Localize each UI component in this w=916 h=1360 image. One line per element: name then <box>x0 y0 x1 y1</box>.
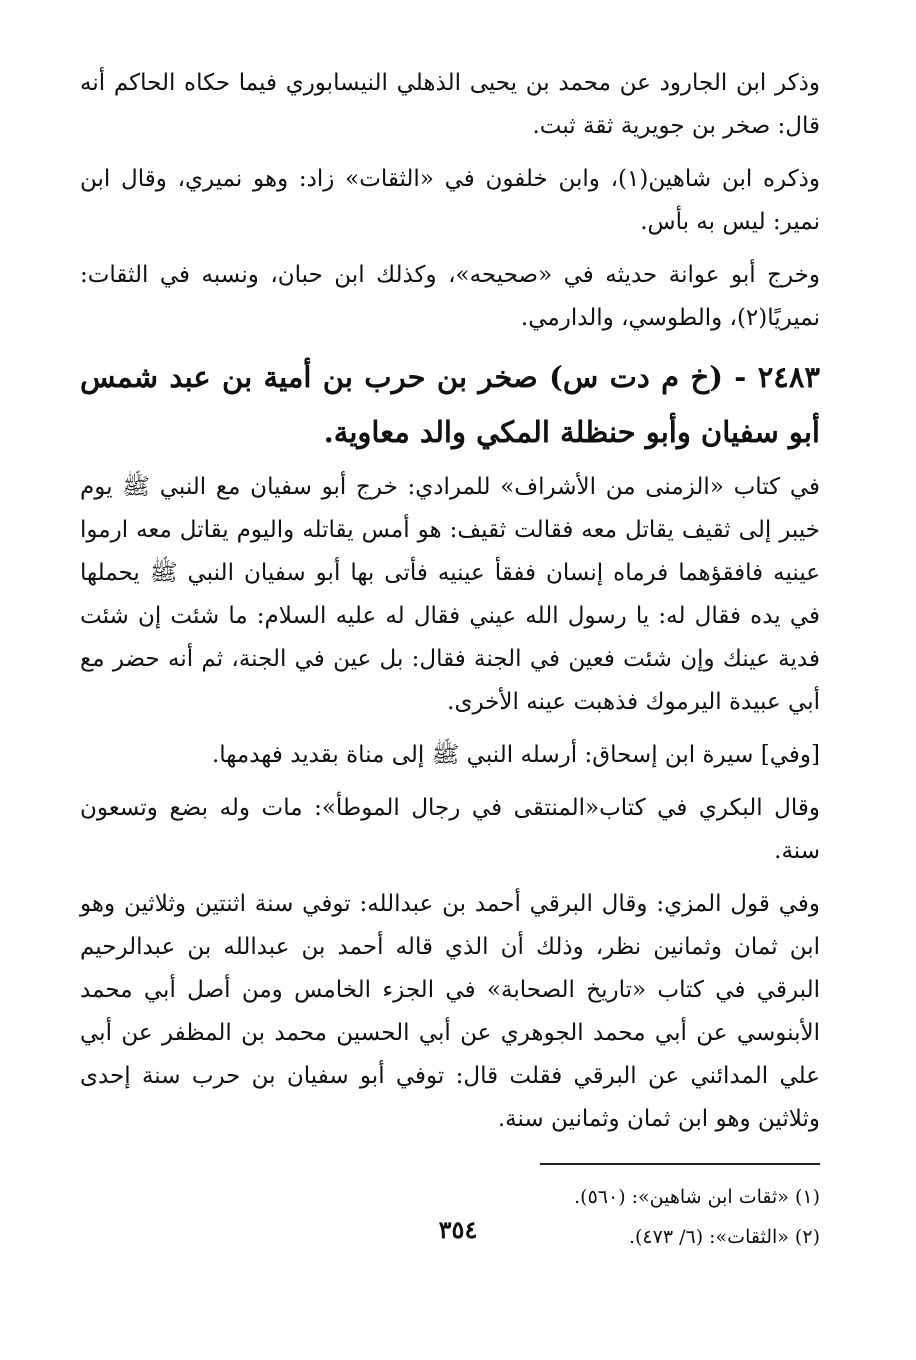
paragraph-al-jarud: وذكر ابن الجارود عن محمد بن يحيى الذهلي النيسابوري فيما حكاه الحاكم أنه قال: صخر بن جويرية ثقة ثبت. <box>80 70 820 139</box>
paragraph-zamna-al-ashraf: في كتاب «الزمنى من الأشراف» للمرادي: خرج أبو سفيان مع النبي ﷺ يوم خيبر إلى ثقيف يقاتل معه فقالت ثقيف: هو أمس يقاتله واليوم يقاتل معه ارموا عينيه فافقؤهما فرماه إنسان ففقأ عينيه فأتى بها أبو سفيان النبي ﷺ يحملها في يده فقال له: يا رسول الله عيني فقال له عليه السلام: ما شئت إن شئت فدية عينك وإن شئت فعين في الجنة فقال: بل عين في الجنة، ثم أنه حضر مع أبي عبيدة اليرموك فذهبت عينه الأخرى. <box>80 474 820 715</box>
page-number: ٣٥٤ <box>438 1215 478 1244</box>
footnote-2: (٢) «الثقات»: (٦/ ٤٧٣). <box>628 1226 820 1248</box>
paragraph-sirat-ibn-ishaq: [وفي] سيرة ابن إسحاق: أرسله النبي ﷺ إلى مناة بقديد فهدمها. <box>211 742 820 768</box>
footnote-divider <box>540 1163 820 1165</box>
page-body <box>80 62 820 1257</box>
paragraph-ibn-shahin: وذكره ابن شاهين(١)، وابن خلفون في «الثقات» زاد: وهو نميري، وقال ابن نمير: ليس به بأس. <box>80 166 820 235</box>
paragraph-al-bakri: وقال البكري في كتاب«المنتقى في رجال الموطأ»: مات وله بضع وتسعون سنة. <box>80 795 820 864</box>
entry-heading: ٢٤٨٣ - (خ م دت س) صخر بن حرب بن أمية بن عبد شمس أبو سفيان وأبو حنظلة المكي والد معاوية. <box>80 360 820 449</box>
paragraph-al-mizzi: وفي قول المزي: وقال البرقي أحمد بن عبدالله: توفي سنة اثنتين وثلاثين وهو ابن ثمان وثمانين نظر، وذلك أن الذي قاله أحمد بن عبدالله بن عبدالرحيم البرقي في كتاب «تاريخ الصحابة» في الجزء الخامس ومن أصل أبي محمد الأبنوسي عن أبي محمد الجوهري عن أبي الحسين محمد بن المظفر عن أبي علي المدائني عن البرقي فقلت قال: توفي أبو سفيان بن حرب سنة إحدى وثلاثين وهو ابن ثمان وثمانين سنة. <box>80 891 820 1132</box>
paragraph-abu-awana: وخرج أبو عوانة حديثه في «صحيحه»، وكذلك ابن حبان، ونسبه في الثقات: نميريًا(٢)، والطوسي، والدارمي. <box>80 262 820 331</box>
footnote-1: (١) «ثقات ابن شاهين»: (٥٦٠). <box>574 1186 820 1208</box>
